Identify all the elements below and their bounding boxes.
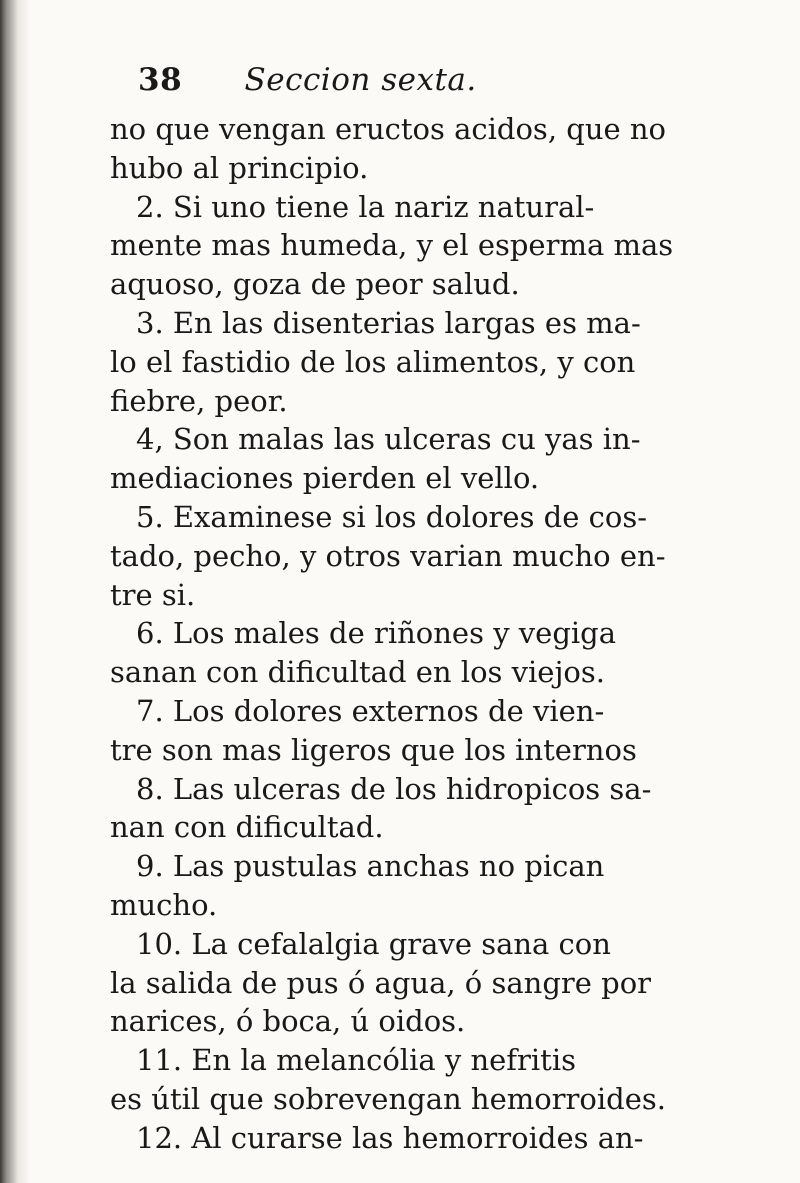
text-line: 10. La cefalalgia grave sana con [136,926,611,961]
text-line: mucho. [110,887,218,922]
text-line: narices, ó boca, ú oidos. [110,1004,466,1039]
text-line: tado, pecho, y otros varian mucho en- [110,538,666,573]
text-line: nan con dificultad. [110,810,384,845]
running-header [138,62,477,98]
text-line: mente mas humeda, y el esperma mas [110,228,674,263]
binding-gutter-shadow [0,0,30,1183]
text-line: 8. Las ulceras de los hidropicos sa- [136,771,652,806]
text-line: tre si. [110,577,196,612]
text-line: 3. En las disenterias largas es ma- [136,305,641,340]
text-line: mediaciones pierden el vello. [110,461,540,496]
text-line: sanan con dificultad en los viejos. [110,655,605,690]
text-line: 6. Los males de riñones y vegiga [136,616,617,651]
text-line: 12. Al curarse las hemorroides an- [136,1120,644,1155]
text-line: tre son mas ligeros que los internos [110,732,637,767]
text-line: hubo al principio. [110,150,369,185]
text-line: la salida de pus ó agua, ó sangre por [110,965,652,1000]
text-line: fiebre, peor. [110,383,288,418]
text-line: 7. Los dolores externos de vien- [136,693,605,728]
text-line: 5. Examinese si los dolores de cos- [136,499,647,534]
text-line: 4, Son malas las ulceras cu yas in- [136,422,641,457]
page-body [110,110,800,1158]
text-line: 9. Las pustulas anchas no pican [136,849,605,884]
text-line: 2. Si uno tiene la nariz natural- [136,189,595,224]
text-line: lo el fastidio de los alimentos, y con [110,344,636,379]
text-line: aquoso, goza de peor salud. [110,267,520,302]
text-line: 11. En la melancólia y nefritis [136,1043,576,1078]
text-line: no que vengan eructos acidos, que no [110,112,667,146]
section-title: Seccion sexta. [244,62,477,98]
page-number: 38 [138,62,183,98]
text-line: es útil que sobrevengan hemorroides. [110,1081,666,1116]
